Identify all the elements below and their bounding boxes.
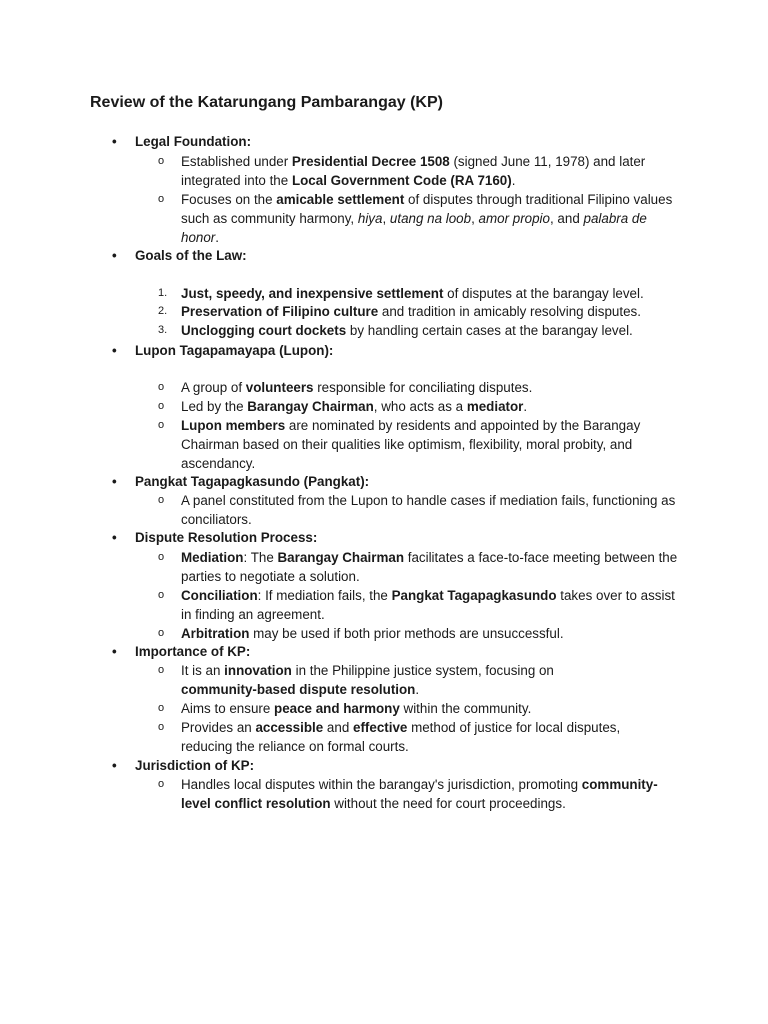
list-item-text [181,284,678,303]
text-run: Established under [181,154,292,169]
bold-text: Pangkat Tagapagkasundo [391,588,557,603]
list-item [158,152,678,190]
numbered-list-item [158,284,678,303]
bullet-marker: • [112,474,117,489]
bold-text: community-level conflict resolution [181,777,658,811]
text-run: are nominated by residents and appointed by the Barangay Chairman based on their qualities like optimism, flexibility, moral probity, and ascendancy. [181,418,641,471]
text-run: takes over to assist in finding an agreement. [181,588,675,622]
page-title: Review of the Katarungang Pambarangay (KP) [90,94,443,111]
bold-text: mediator [466,399,524,414]
bullet-marker: • [112,248,117,263]
text-run: without the need for court proceedings. [330,796,566,811]
bold-text: Barangay Chairman [277,550,405,565]
list-item [158,548,678,586]
bold-text: Local Government Code (RA 7160) [291,173,512,188]
list-item [158,491,678,529]
section-heading-text: Goals of the Law: [135,248,247,263]
sub-bullet-marker: o [158,702,165,714]
bullet-marker: • [112,343,117,358]
text-run: may be used if both prior methods are unsuccessful. [249,626,564,641]
section-heading-text: Legal Foundation: [135,134,252,149]
sub-bullet-marker: o [158,400,165,412]
list-item [158,397,678,416]
list-item [158,586,678,624]
section-heading-text: Dispute Resolution Process: [135,530,318,545]
list-item-text [181,699,678,718]
text-run: A panel constituted from the Lupon to handle cases if mediation fails, functioning as conciliators. [181,493,676,527]
text-run: , who acts as a [373,399,467,414]
bullet-marker: • [112,134,117,149]
bold-text: Preservation of Filipino culture [181,304,379,319]
text-run: A group of [181,380,246,395]
list-item-text [181,624,678,643]
text-run: Led by the [181,399,248,414]
sub-bullet-marker: o [158,155,165,167]
bold-text: peace and harmony [274,701,400,716]
list-item [158,190,678,247]
text-run: Provides an [181,720,256,735]
list-item-text [181,416,678,473]
text-run: responsible for conciliating disputes. [313,380,533,395]
sub-bullet-marker: o [158,494,165,506]
sub-bullet-marker: o [158,193,165,205]
text-run: within the community. [399,701,532,716]
list-item [158,661,628,699]
italic-text: hiya [357,211,383,226]
section-heading-text: Jurisdiction of KP: [135,758,255,773]
number-marker: 1. [158,287,168,299]
list-item-text [181,321,678,340]
numbered-list-item [158,302,678,321]
list-item-text [181,718,628,756]
sub-bullet-marker: o [158,664,165,676]
bold-text: effective [353,720,408,735]
number-marker: 3. [158,324,168,336]
sub-bullet-marker: o [158,381,165,393]
text-run: , [471,211,479,226]
bullet-marker: • [112,530,117,545]
list-item-text [181,190,678,247]
text-run: method of justice for local disputes, reducing the reliance on formal courts. [181,720,621,754]
list-item [158,775,658,813]
bold-text: Just, speedy, and inexpensive settlement [181,286,444,301]
sub-bullet-marker: o [158,419,165,431]
bold-text: Unclogging court dockets [181,323,347,338]
text-run: . [523,399,528,414]
text-run: , and [549,211,584,226]
list-item [158,718,628,756]
bold-text: Lupon members [181,418,286,433]
sub-bullet-marker: o [158,589,165,601]
text-run: of disputes at the barangay level. [443,286,644,301]
bullet-marker: • [112,644,117,659]
text-run: Aims to ensure [181,701,275,716]
list-item-text [181,152,678,190]
sub-bullet-marker: o [158,551,165,563]
text-run: It is an [181,663,225,678]
text-run: by handling certain cases at the barangay level. [346,323,633,338]
list-item [158,624,678,643]
bold-text: Barangay Chairman [247,399,374,414]
number-marker: 2. [158,305,168,317]
bold-text: Presidential Decree 1508 [291,154,450,169]
list-item-text [181,548,678,586]
text-run: : The [243,550,278,565]
bullet-marker: • [112,758,117,773]
text-run: , [382,211,390,226]
list-item-text [181,775,658,813]
bold-text: accessible [255,720,324,735]
text-run: : If mediation fails, the [257,588,392,603]
text-run: in the Philippine justice system, focusing on [291,663,554,678]
section-heading-text: Importance of KP: [135,644,251,659]
bold-text: Conciliation [181,588,258,603]
bold-text: Mediation [181,550,244,565]
list-item-text [181,586,678,624]
text-run: Focuses on the [181,192,277,207]
italic-text: utang na loob [389,211,472,226]
list-item-text [181,491,678,529]
bold-text: community-based dispute resolution [181,682,416,697]
bold-text: amicable settlement [276,192,405,207]
text-run: of disputes through traditional Filipino values such as community harmony, [181,192,673,226]
sub-bullet-marker: o [158,721,165,733]
text-run: facilitates a face-to-face meeting between the parties to negotiate a solution. [181,550,678,584]
list-item [158,416,678,473]
text-run: and tradition in amicably resolving disputes. [378,304,641,319]
list-item-text [181,397,678,416]
sub-bullet-marker: o [158,778,165,790]
italic-text: amor propio [478,211,550,226]
section-heading-text: Lupon Tagapamayapa (Lupon): [135,343,334,358]
list-item [158,378,678,397]
bold-text: Arbitration [181,626,250,641]
list-item [158,699,678,718]
list-item-text [181,378,678,397]
text-run: . [511,173,516,188]
section-heading-text: Pangkat Tagapagkasundo (Pangkat): [135,474,370,489]
list-item-text [181,302,678,321]
bold-text: volunteers [245,380,314,395]
sub-bullet-marker: o [158,627,165,639]
numbered-list-item [158,321,678,340]
text-run: Handles local disputes within the barangay's jurisdiction, promoting [181,777,582,792]
list-item-text [181,661,628,699]
bold-text: innovation [224,663,292,678]
text-run: . [415,682,420,697]
text-run: . [215,230,219,245]
italic-text: palabra de honor [181,211,647,245]
text-run: and [323,720,353,735]
text-run: (signed June 11, 1978) and later integrated into the [181,154,646,188]
